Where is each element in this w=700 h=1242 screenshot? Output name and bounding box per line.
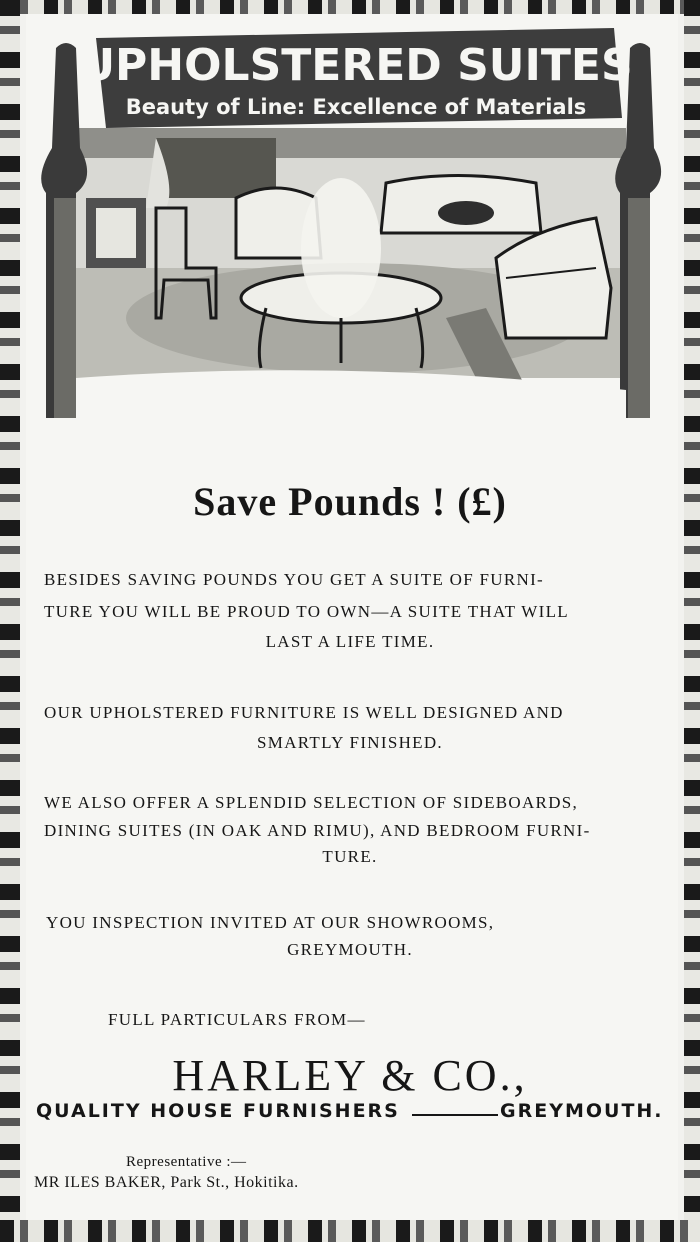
company-name: HARLEY & CO., (172, 1051, 528, 1100)
decorative-border-top (0, 0, 700, 14)
decorative-border-bottom (0, 1220, 700, 1242)
furniture-illustration (36, 18, 670, 438)
paragraph-4-line-1: YOU INSPECTION INVITED AT OUR SHOWROOMS, (46, 913, 495, 932)
tagline-right: GREYMOUTH. (500, 1100, 664, 1122)
representative-name: MR ILES BAKER, Park St., Hokitika. (34, 1174, 299, 1191)
representative-label: Representative :— (126, 1154, 247, 1170)
tagline-left: QUALITY HOUSE FURNISHERS (36, 1100, 400, 1122)
paragraph-2-line-1: OUR UPHOLSTERED FURNITURE IS WELL DESIGNED AND (44, 703, 564, 722)
tagline-dash (412, 1114, 498, 1116)
paragraph-2-line-2: SMARTLY FINISHED. (257, 733, 443, 752)
paragraph-3-line-3: TURE. (322, 847, 378, 866)
paragraph-4-line-2: GREYMOUTH. (287, 940, 413, 959)
paragraph-3-line-2: DINING SUITES (IN OAK AND RIMU), AND BEDROOM FURNI- (44, 821, 591, 840)
paragraph-1-line-2: TURE YOU WILL BE PROUD TO OWN—A SUITE THAT WILL (44, 602, 569, 621)
paragraph-1-line-1: BESIDES SAVING POUNDS YOU GET A SUITE OF FURNI- (44, 570, 545, 589)
headline: Save Pounds ! (£) (193, 479, 507, 524)
paragraph-1-line-3: LAST A LIFE TIME. (265, 632, 435, 651)
banner-subtitle: Beauty of Line: Excellence of Materials (125, 95, 587, 119)
banner-title: UPHOLSTERED SUITES (79, 40, 633, 91)
paragraph-3-line-1: WE ALSO OFFER A SPLENDID SELECTION OF SIDEBOARDS, (44, 793, 579, 812)
particulars-line: FULL PARTICULARS FROM— (108, 1010, 366, 1029)
